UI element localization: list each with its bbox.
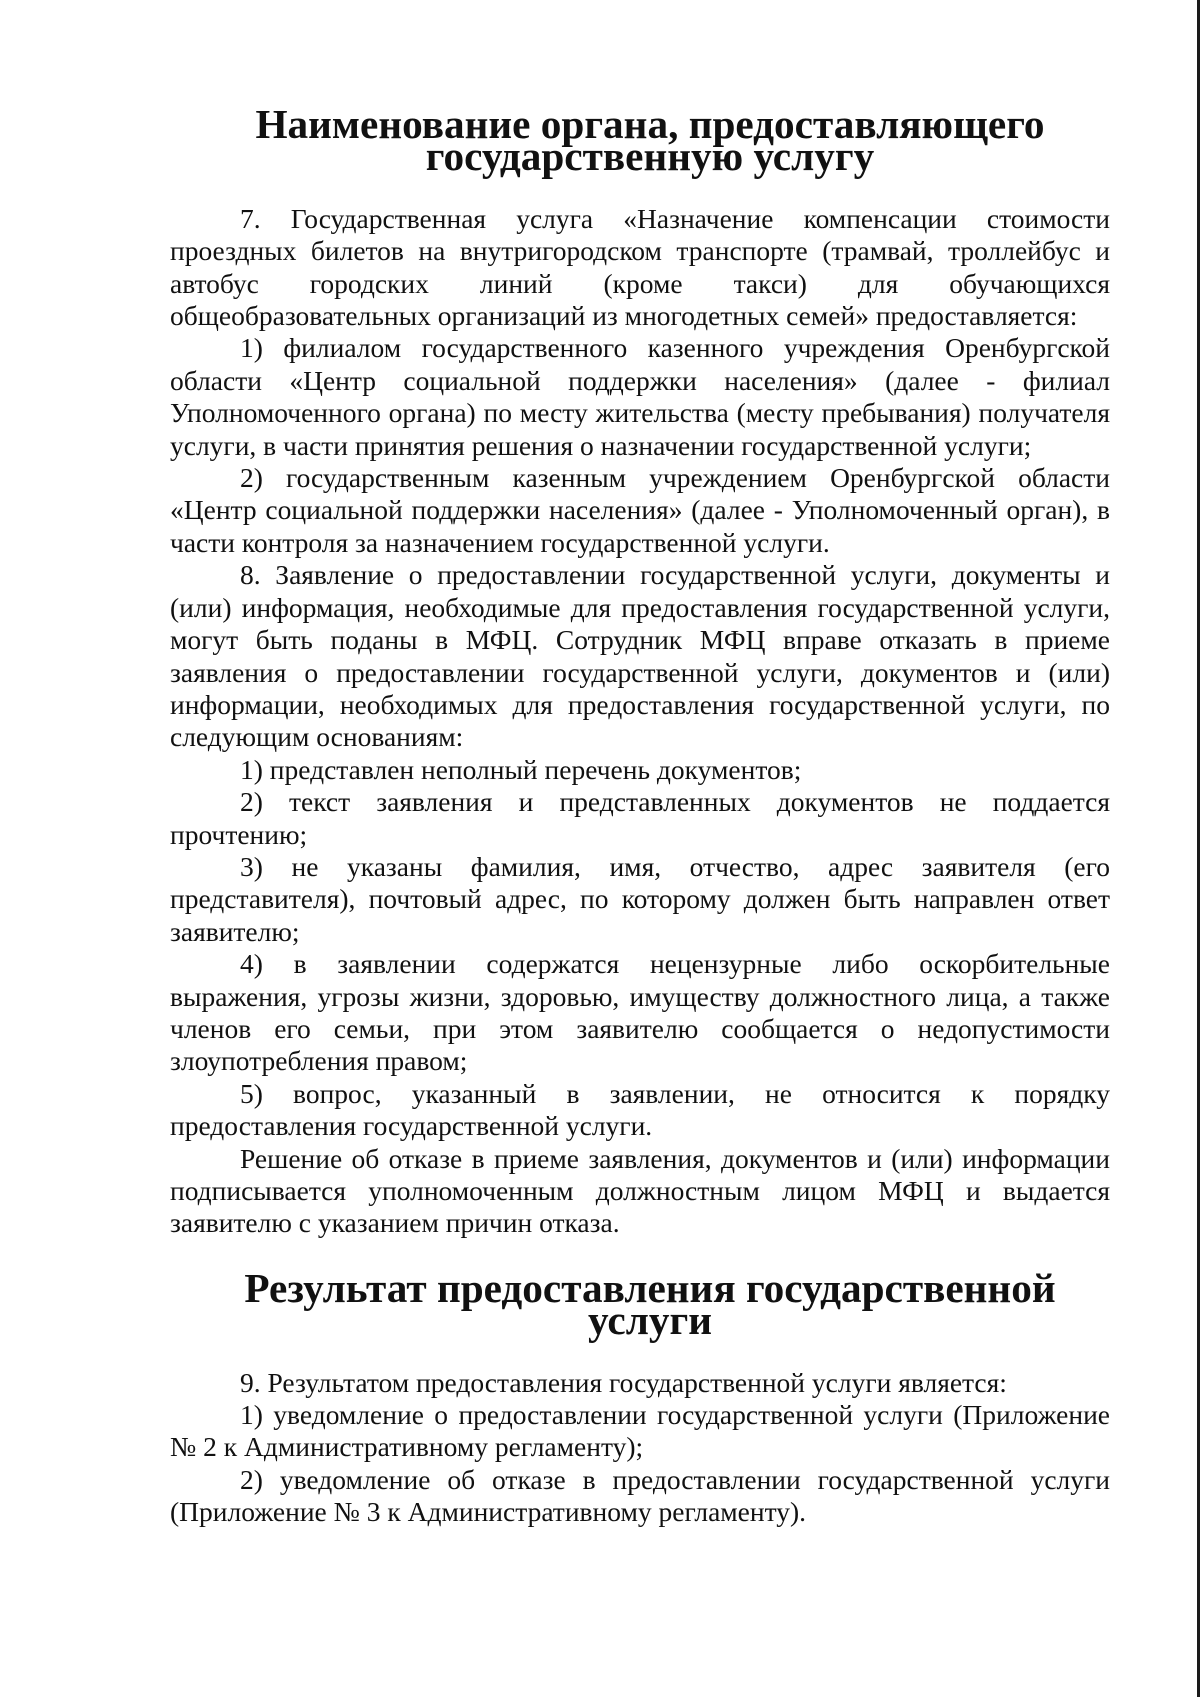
section-heading-result: [170, 1264, 1110, 1344]
paragraph-subitem-8-1: 1) представлен неполный перечень документов;: [240, 753, 802, 785]
paragraph-subitem-8-4: 4) в заявлении содержатся нецензурные либо оскорбительные выражения, угрозы жизни, здоровью, имуществу должностного лица, а также членов его семьи, при этом заявителю сообщается о недопустимости злоупотребления правом;: [170, 948, 1110, 1077]
document-body: [170, 101, 1110, 1529]
section-heading-authority: [170, 101, 1110, 180]
paragraph-subitem-9-1: 1) уведомление о предоставлении государственной услуги (Приложение № 2 к Административному регламенту);: [170, 1399, 1110, 1463]
paragraph-item-9: 9. Результатом предоставления государственной услуги является:: [240, 1366, 1007, 1398]
paragraph-subitem-8-2: 2) текст заявления и представленных документов не поддается прочтению;: [170, 786, 1110, 850]
paragraph-item-8: 8. Заявление о предоставлении государственной услуги, документы и (или) информация, необходимые для предоставления государственной услуги, могут быть поданы в МФЦ. Сотрудник МФЦ вправе отказать в приеме заявления о предоставлении государственной услуги, документов и (или) информации, необходимых для предоставления государственной услуги, по следующим основаниям:: [170, 559, 1110, 753]
paragraph-subitem-8-3: 3) не указаны фамилия, имя, отчество, адрес заявителя (его представителя), почтовый адрес, по которому должен быть направлен ответ заявителю;: [170, 850, 1110, 947]
paragraph-subitem-7-1: 1) филиалом государственного казенного учреждения Оренбургской области «Центр социальной поддержки населения» (далее - филиал Уполномоченного органа) по месту жительства (месту пребывания) получателя услуги, в части принятия решения о назначении государственной услуги;: [170, 332, 1110, 461]
heading-line: Наименование органа, предоставляющего: [255, 101, 1045, 147]
paragraph-item-7: 7. Государственная услуга «Назначение компенсации стоимости проездных билетов на внутригородском транспорте (трамвай, троллейбус и автобус городских линий (кроме такси) для обучающихся общеобразовательных организаций из многодетных семей» предоставляется:: [170, 202, 1110, 332]
paragraph-subitem-7-2: 2) государственным казенным учреждением Оренбургской области «Центр социальной поддержки населения» (далее - Уполномоченный орган), в части контроля за назначением государственной услуги.: [170, 462, 1110, 558]
paragraph-refusal-decision: Решение об отказе в приеме заявления, документов и (или) информации подписывается уполномоченным должностным лицом МФЦ и выдается заявителю с указанием причин отказа.: [170, 1142, 1110, 1239]
paragraph-subitem-8-5: 5) вопрос, указанный в заявлении, не относится к порядку предоставления государственной услуги.: [170, 1077, 1110, 1142]
heading-line: государственную услугу: [425, 133, 875, 180]
paragraph-subitem-9-2: 2) уведомление об отказе в предоставлении государственной услуги (Приложение № 3 к Административному регламенту).: [170, 1463, 1110, 1528]
heading-line: Результат предоставления государственной услуги: [244, 1264, 1056, 1344]
